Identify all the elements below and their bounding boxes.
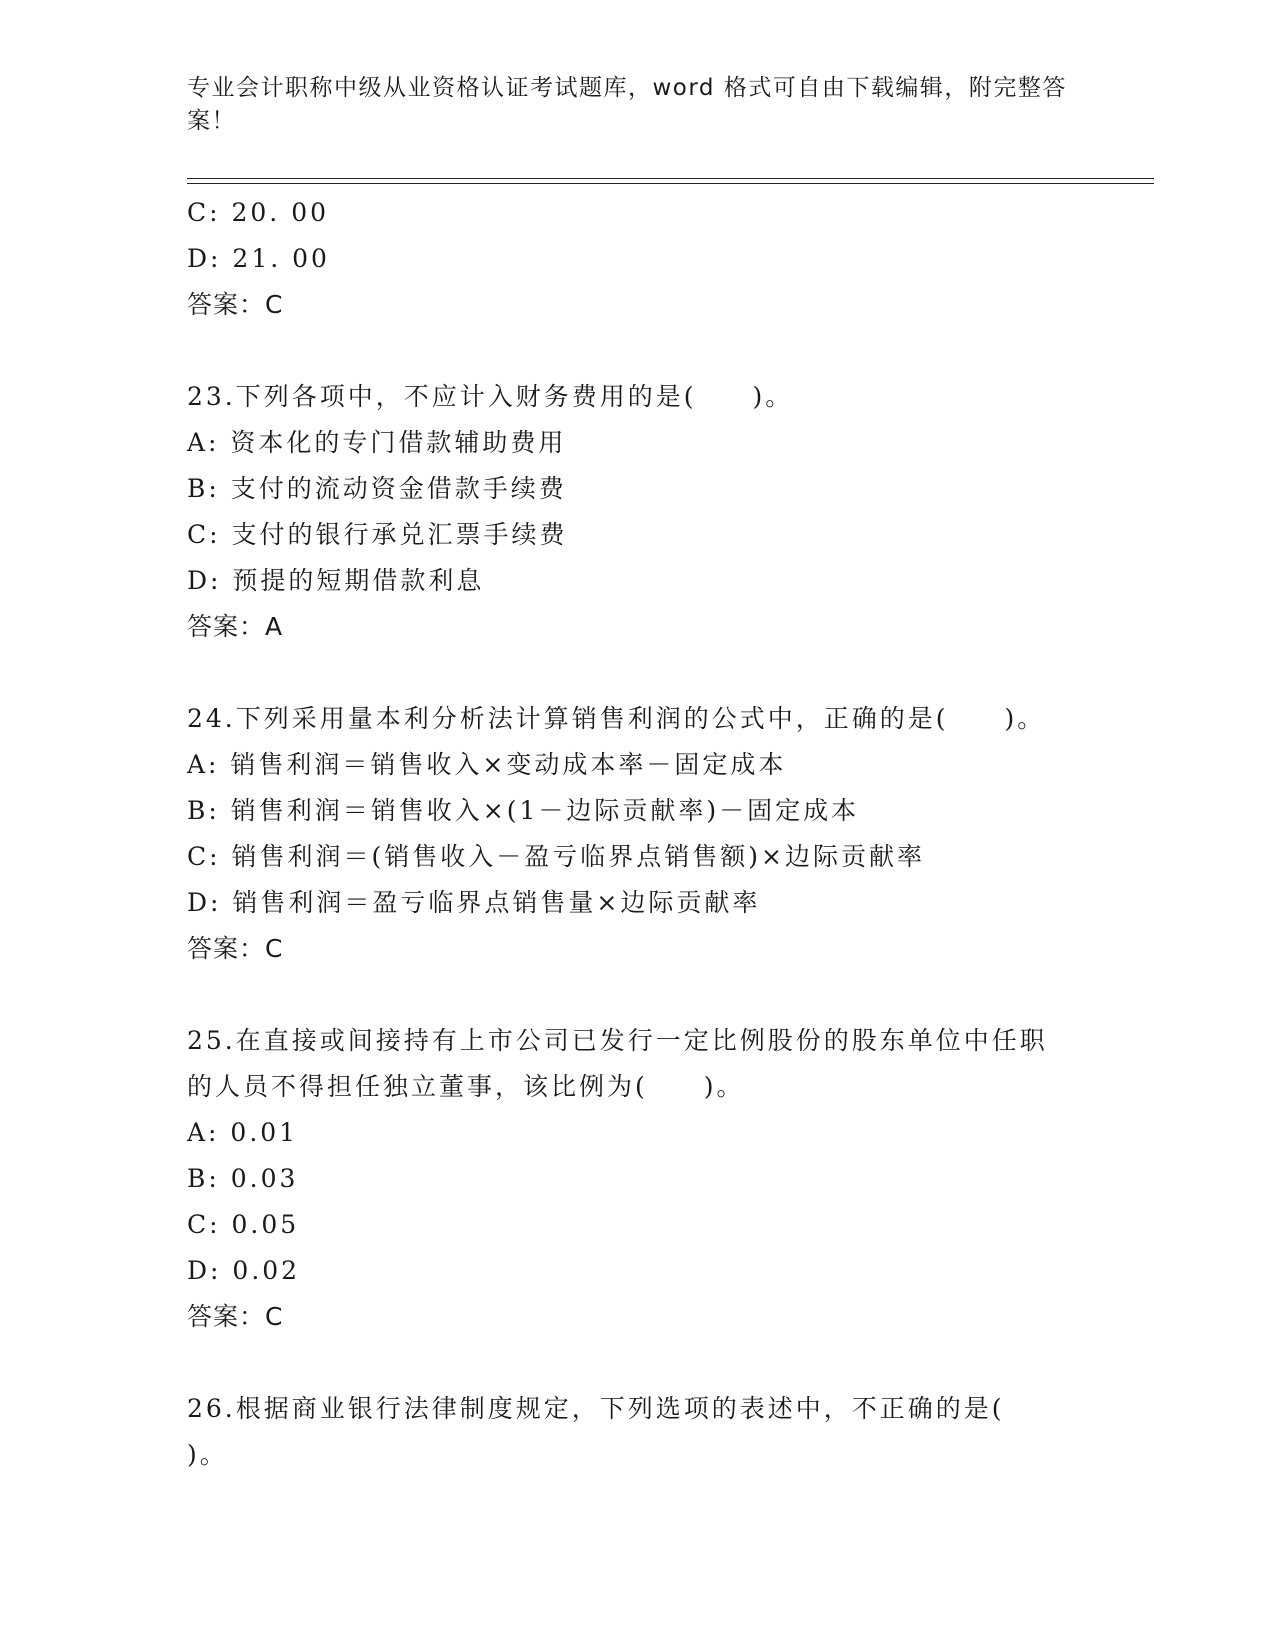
option-a: A: 0.01 — [187, 1118, 299, 1147]
option-b: B: 支付的流动资金借款手续费 — [187, 474, 567, 503]
question-stem: 24.下列采用量本利分析法计算销售利润的公式中，正确的是( )。 — [187, 704, 1046, 733]
question-23 — [187, 374, 1087, 650]
question-24 — [187, 696, 1087, 972]
question-22-tail — [187, 190, 1087, 328]
spacer — [187, 328, 1087, 374]
header-rule-top — [187, 178, 1154, 179]
option-b: B: 销售利润＝销售收入×(1－边际贡献率)－固定成本 — [187, 796, 860, 825]
spacer — [187, 650, 1087, 696]
option-c: C: 销售利润＝(销售收入－盈亏临界点销售额)×边际贡献率 — [187, 842, 925, 871]
answer-line: 答案：C — [187, 1302, 284, 1331]
option-a: A: 销售利润＝销售收入×变动成本率－固定成本 — [187, 750, 787, 779]
question-stem: 23.下列各项中，不应计入财务费用的是( )。 — [187, 382, 794, 411]
question-stem-line-1: 26.根据商业银行法律制度规定，下列选项的表述中，不正确的是( — [187, 1394, 1005, 1423]
question-stem-line-1: 25.在直接或间接持有上市公司已发行一定比例股份的股东单位中任职 — [187, 1026, 1048, 1055]
option-c: C: 支付的银行承兑汇票手续费 — [187, 520, 568, 549]
question-stem-line-2: )。 — [187, 1440, 228, 1469]
spacer — [187, 972, 1087, 1018]
question-stem-line-2: 的人员不得担任独立董事，该比例为( )。 — [187, 1072, 745, 1101]
option-a: A: 资本化的专门借款辅助费用 — [187, 428, 567, 457]
option-d: D: 预提的短期借款利息 — [187, 566, 485, 595]
option-c: C: 20. 00 — [187, 198, 330, 227]
option-d: D: 0.02 — [187, 1256, 301, 1285]
option-d: D: 21. 00 — [187, 244, 330, 273]
spacer — [187, 1340, 1087, 1386]
header-line-2: 案！ — [187, 108, 236, 134]
option-d: D: 销售利润＝盈亏临界点销售量×边际贡献率 — [187, 888, 761, 917]
question-26 — [187, 1386, 1087, 1478]
option-b: B: 0.03 — [187, 1164, 299, 1193]
answer-line: 答案：C — [187, 290, 284, 319]
answer-line: 答案：C — [187, 934, 284, 963]
question-content — [187, 190, 1087, 1478]
question-25 — [187, 1018, 1087, 1340]
header-line-1: 专业会计职称中级从业资格认证考试题库，word 格式可自由下载编辑，附完整答 — [187, 75, 1067, 101]
header-rule-bottom — [187, 183, 1154, 184]
option-c: C: 0.05 — [187, 1210, 300, 1239]
document-header — [187, 72, 1067, 138]
answer-line: 答案：A — [187, 612, 284, 641]
